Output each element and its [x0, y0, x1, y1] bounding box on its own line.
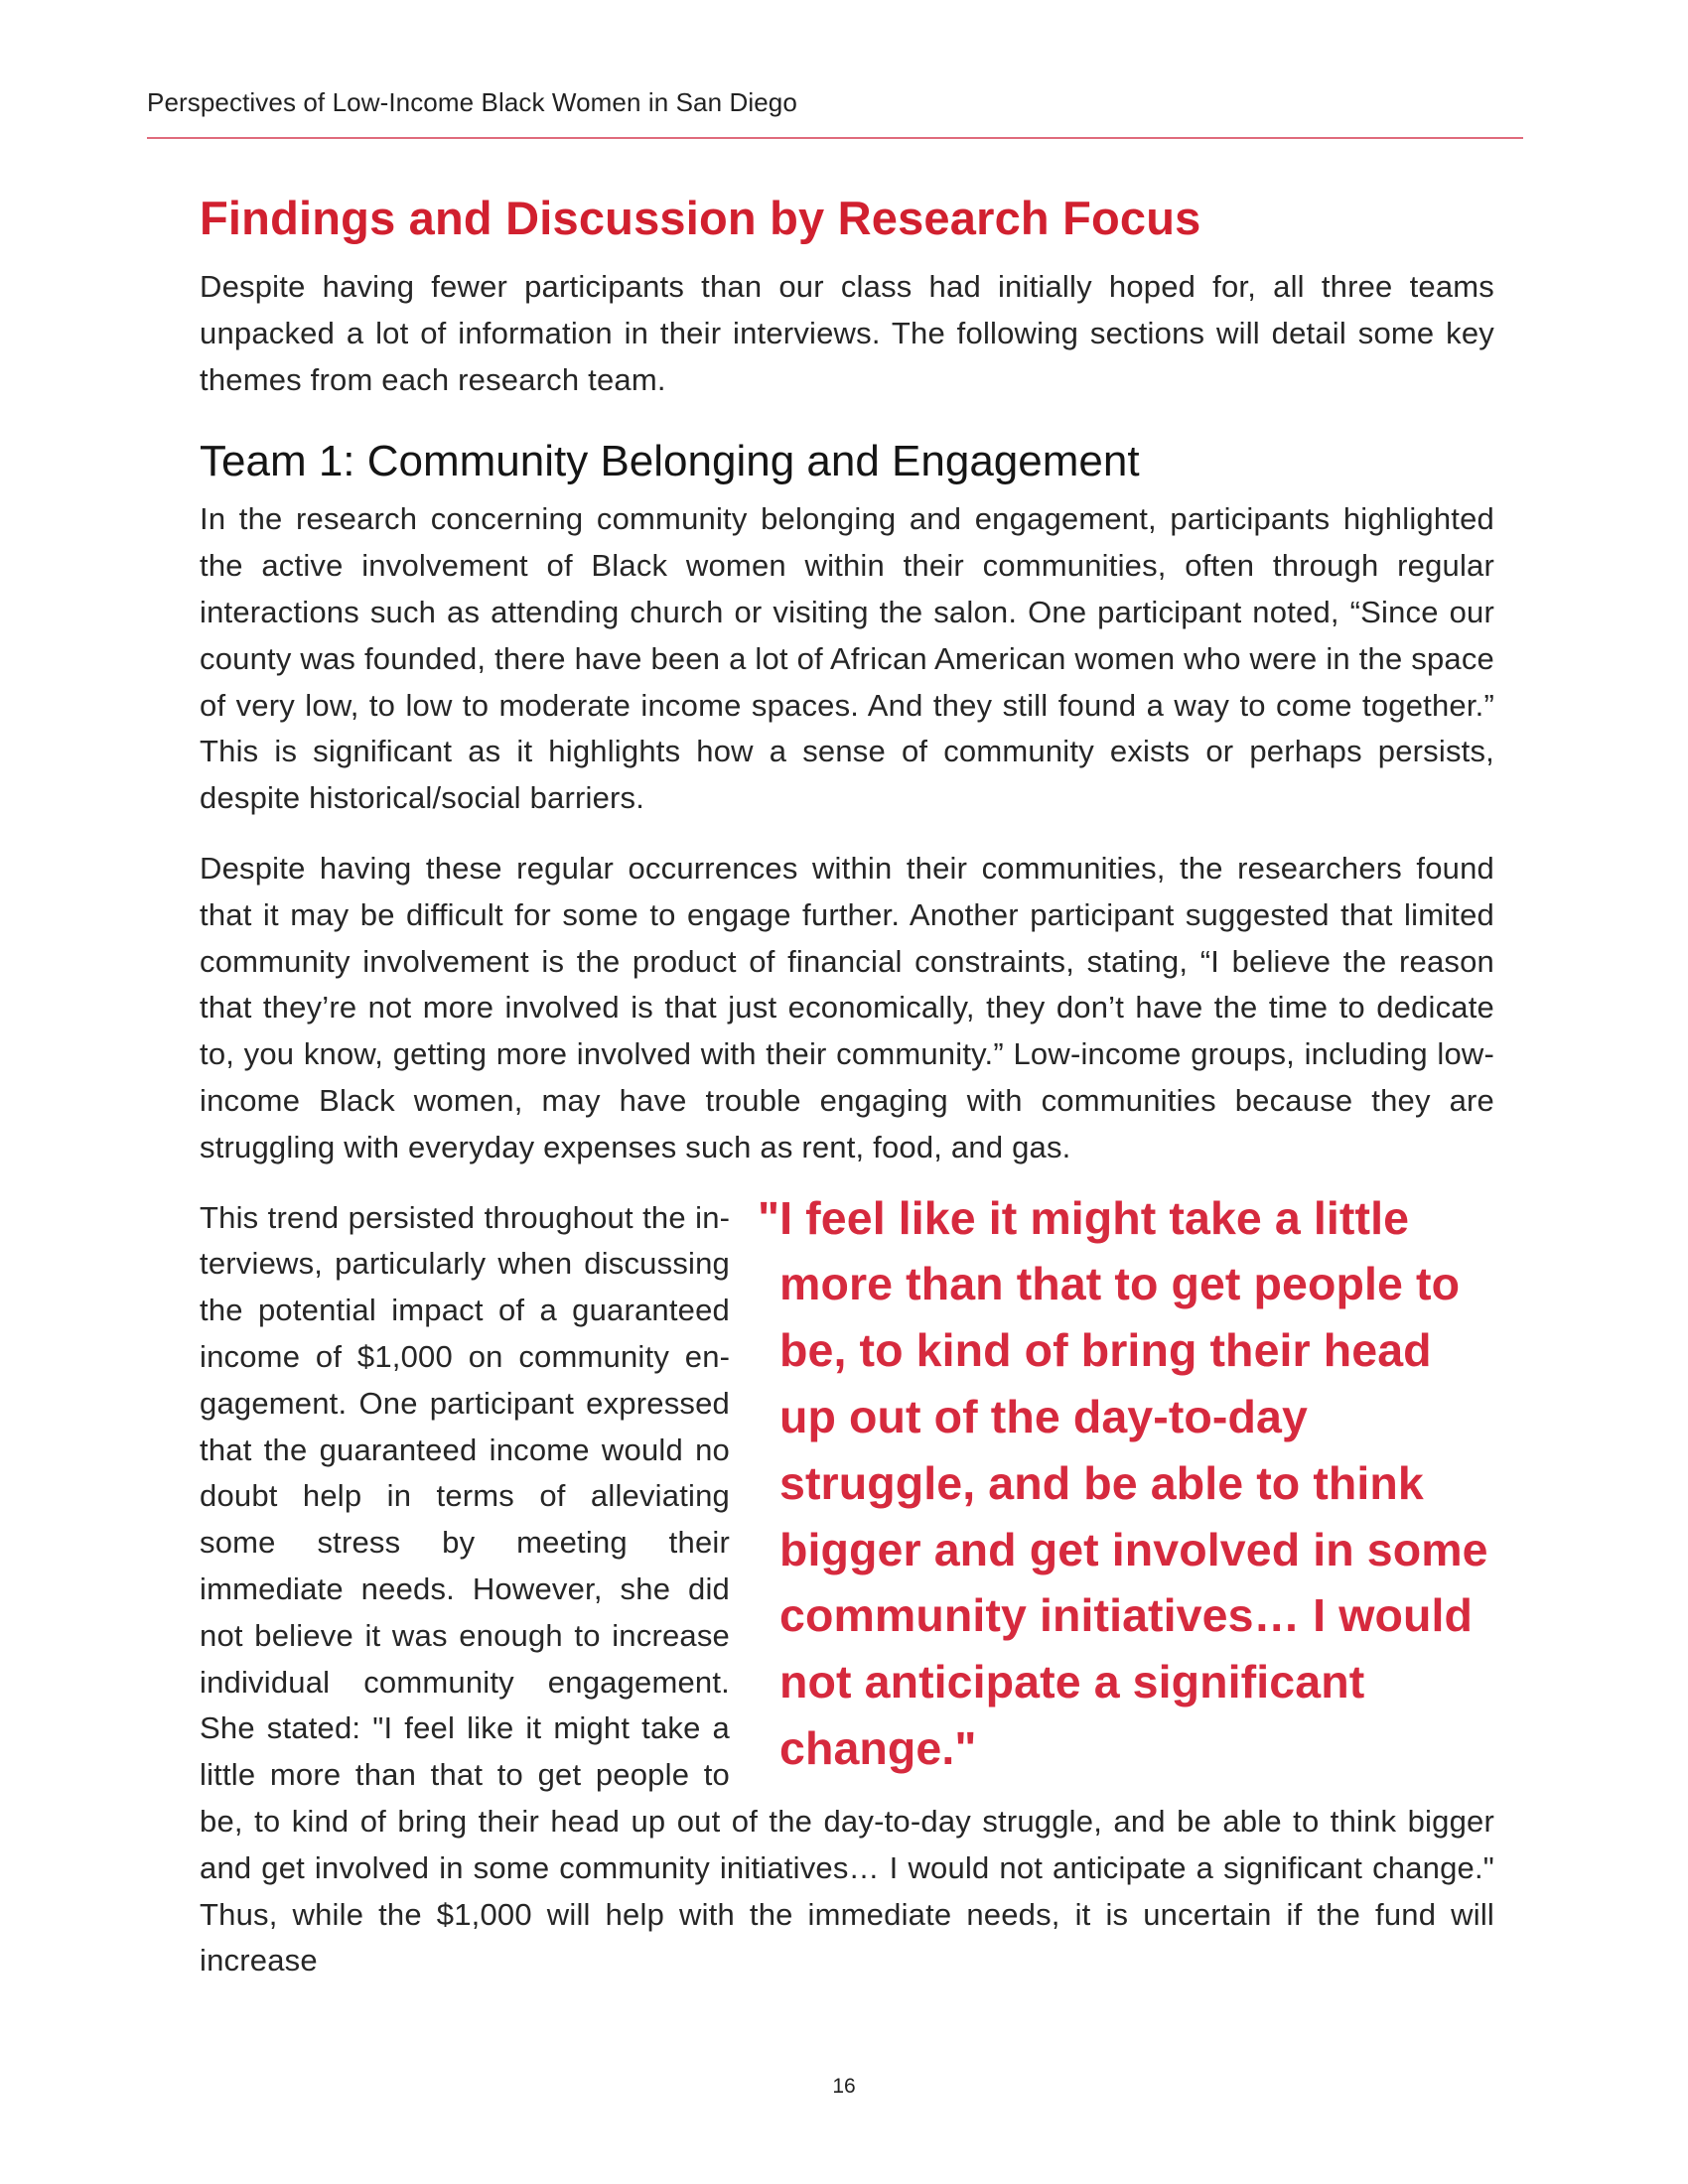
intro-paragraph: Despite having fewer participants than our class had initially hoped for, all three teams unpacked a lot of information in their interviews. The following sections will detail some key themes from each research team. — [200, 269, 1494, 397]
team1-paragraph-3: This trend persisted throughout the interviews, particularly when discussing the potential impact of a guaranteed income of $1,000 on community engagement. One participant expressed that the guaranteed income would no doubt help in terms of alleviating some stress by meeting their immediate needs. However, she did not believe it was enough to increase individual community engagement. She stated: "I feel like it might take a little more than that to get people to be, to kind of bring their head up out of the day-to-day struggle, and be able to think bigger and get involved in some community initiatives… I would not anticipate a significant change." Thus, while the $1,000 will help with the immediate needs, it is uncertain if the fund will increase — [200, 1199, 1494, 1979]
team1-quote-block — [200, 1191, 1494, 1985]
page-number: 16 — [832, 2075, 856, 2098]
pull-quote: "I feel like it might take a little more than that to get people to be, to kind of bring their head up out of the day-to-day struggle, and be able to think bigger and get involved in some community initiatives… I would not anticipate a significant change." — [758, 1191, 1488, 1774]
team1-heading: Team 1: Community Belonging and Engagement — [200, 437, 1140, 486]
page-content — [200, 187, 1494, 1984]
section-title: Findings and Discussion by Research Focus — [200, 192, 1201, 244]
team1-paragraph-1: In the research concerning community belonging and engagement, participants highlighted the active involvement of Black women within their communities, often through regular interactions such as attending church or visiting the salon. One participant noted, “Since our county was founded, there have been a lot of African American women who were in the space of very low, to low to moderate income spaces. And they still found a way to come together.” This is significant as it highlights how a sense of community exists or perhaps persists, despite historical/social barriers. — [200, 501, 1494, 816]
header-divider — [147, 137, 1523, 139]
team1-paragraph-2: Despite having these regular occurrences within their communities, the researchers found that it may be difficult for some to engage further. Another participant suggested that limited community involvement is the product of financial constraints, stating, “I believe the reason that they’re not more involved is that just economically, they don’t have the time to dedicate to, you know, getting more involved with their community.” Low-income groups, including low-income Black women, may have trouble engaging with communities because they are struggling with everyday expenses such as rent, food, and gas. — [200, 850, 1494, 1164]
running-header-title: Perspectives of Low-Income Black Women in San Diego — [147, 87, 797, 117]
